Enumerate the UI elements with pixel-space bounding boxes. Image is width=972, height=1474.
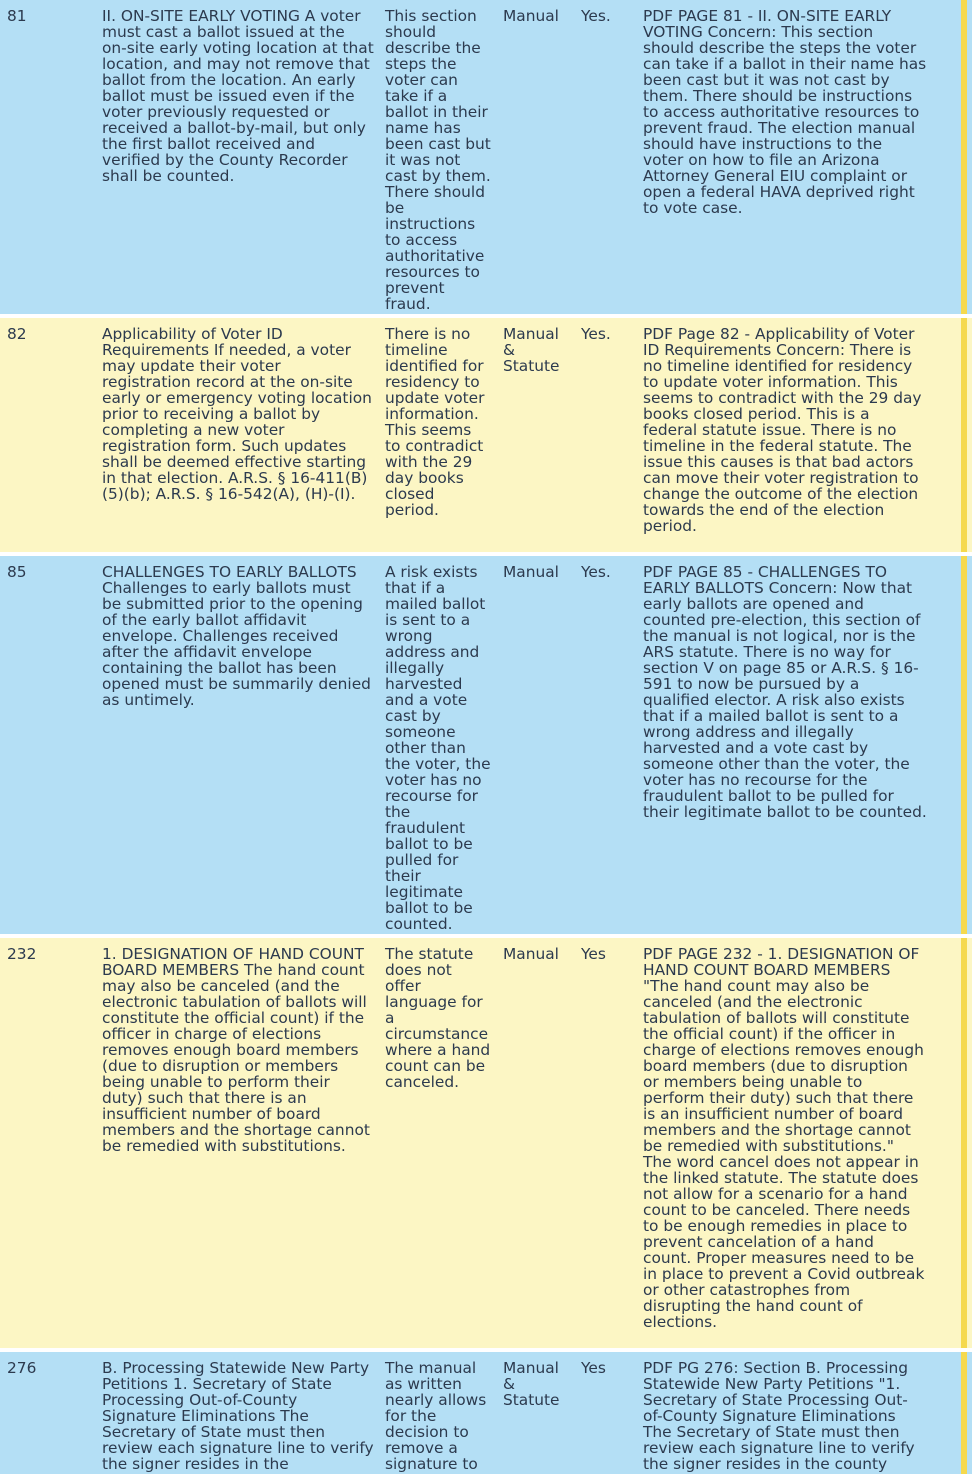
- concern-summary: The statute does not offer language for a circumstance where a hand count can be canceled.: [385, 945, 491, 1091]
- table-row: [0, 1352, 972, 1474]
- table-row: [0, 556, 972, 938]
- page-number: 85: [7, 563, 27, 581]
- source: Manual: [503, 563, 559, 581]
- flag: Yes: [581, 1359, 606, 1377]
- flag: Yes: [581, 945, 606, 963]
- source: Manual: [503, 945, 559, 963]
- manual-text: II. ON-SITE EARLY VOTING A voter must cast a ballot issued at the on-site early voting location at that location, and may not remove that ballot from the location. An early ballot must be issued even if the voter previously requested or received a ballot-by-mail, but only the first ballot received and verified by the County Recorder shall be counted.: [102, 7, 374, 185]
- flag: Yes.: [581, 325, 611, 343]
- table-row: [0, 938, 972, 1352]
- concern-detail: PDF PAGE 81 - II. ON-SITE EARLY VOTING Concern: This section should describe the steps the voter can take if a ballot in their name has been cast but it was not cast by them. There should be instructions to access authoritative resources to prevent fraud. The election manual should have instructions to the voter on how to file an Arizona Attorney General EIU complaint or open a federal HAVA deprived right to vote case.: [643, 7, 927, 217]
- page-number: 232: [7, 945, 37, 963]
- flag: Yes.: [581, 563, 611, 581]
- flag: Yes.: [581, 7, 611, 25]
- manual-text: 1. DESIGNATION OF HAND COUNT BOARD MEMBERS The hand count may also be canceled (and the electronic tabulation of ballots will constitute the official count) if the officer in charge of elections removes enough board members (due to disruption or members being unable to perform their duty) such that there is an insufficient number of board members and the shortage cannot be remedied with substitutions.: [102, 945, 370, 1155]
- concern-summary: This section should describe the steps the voter can take if a ballot in their name has been cast but it was not cast by them. There should be instructions to access authoritative resources to prevent fraud.: [385, 7, 491, 313]
- table-row: [0, 318, 972, 556]
- concern-summary: A risk exists that if a mailed ballot is sent to a wrong address and illegally harvested and a vote cast by someone other than the voter, the voter has no recourse for the fraudulent ballot to be pulled for their legitimate ballot to be counted.: [385, 563, 491, 933]
- manual-text: Applicability of Voter ID Requirements If needed, a voter may update their voter registration record at the on-site early or emergency voting location prior to receiving a ballot by completing a new voter registration form. Such updates shall be deemed effective starting in that election. A.R.S. § 16-411(B)(5)(b); A.R.S. § 16-542(A), (H)-(I).: [102, 325, 372, 503]
- concern-detail: PDF PAGE 232 - 1. DESIGNATION OF HAND COUNT BOARD MEMBERS "The hand count may also be canceled (and the electronic tabulation of ballots will constitute the official count) if the officer in charge of elections removes enough board members (due to disruption or members being unable to perform their duty) such that there is an insufficient number of board members and the shortage cannot be remedied with substitutions." The word cancel does not appear in the linked statute. The statute does not allow for a scenario for a hand count to be canceled. There needs to be enough remedies in place to prevent cancelation of a hand count. Proper measures need to be in place to prevent a Covid outbreak or other catastrophes from disrupting the hand count of elections.: [643, 945, 925, 1331]
- page-number: 82: [7, 325, 27, 343]
- manual-text: CHALLENGES TO EARLY BALLOTS Challenges to early ballots must be submitted prior to the opening of the early ballot affidavit envelope. Challenges received after the affidavit envelope containing the ballot has been opened must be summarily denied as untimely.: [102, 563, 371, 709]
- concern-detail: PDF PG 276: Section B. Processing Statewide New Party Petitions "1. Secretary of State Processing Out-of-County Signature Eliminations The Secretary of State must then review each signature line to verify the signer resides in the county: [643, 1359, 915, 1473]
- page-number: 81: [7, 7, 27, 25]
- source: Manual & Statute: [503, 1359, 560, 1409]
- source: Manual: [503, 7, 559, 25]
- concern-detail: PDF PAGE 85 - CHALLENGES TO EARLY BALLOTS Concern: Now that early ballots are opened and counted pre-election, this section of the manual is not logical, nor is the ARS statute. There is no way for section V on page 85 or A.R.S. § 16-591 to now be pursued by a qualified elector. A risk also exists that if a mailed ballot is sent to a wrong address and illegally harvested and a vote cast by someone other than the voter, the voter has no recourse for the fraudulent ballot to be pulled for their legitimate ballot to be counted.: [643, 563, 927, 821]
- table-row: [0, 0, 972, 318]
- concern-summary: The manual as written nearly allows for the decision to remove a signature to: [385, 1359, 487, 1473]
- source: Manual & Statute: [503, 325, 560, 375]
- page-number: 276: [7, 1359, 37, 1377]
- manual-text: B. Processing Statewide New Party Petitions 1. Secretary of State Processing Out-of-County Signature Eliminations The Secretary of State must then review each signature line to verify the signer resides in the: [102, 1359, 374, 1473]
- concern-detail: PDF Page 82 - Applicability of Voter ID Requirements Concern: There is no timeline identified for residency to update voter information. This seems to contradict with the 29 day books closed period. This is a federal statute issue. There is no timeline in the federal statute. The issue this causes is that bad actors can move their voter registration to change the outcome of the election towards the end of the election period.: [643, 325, 922, 535]
- concern-summary: There is no timeline identified for residency to update voter information. This seems to contradict with the 29 day books closed period.: [385, 325, 485, 519]
